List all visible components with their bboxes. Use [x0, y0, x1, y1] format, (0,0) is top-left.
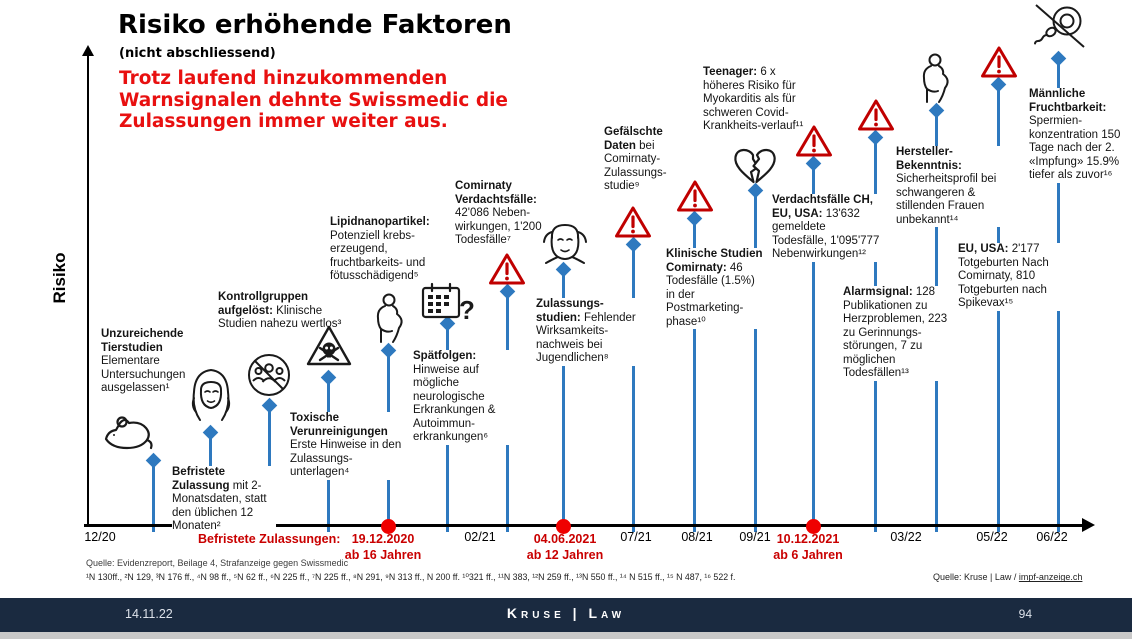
event-title: Unzureichende Tierstudien — [101, 328, 184, 354]
event-title: Comirnaty Verdachtsfälle: — [455, 180, 537, 206]
footer-page-number: 94 — [1018, 607, 1032, 621]
x-tick: 06/22 — [1036, 530, 1068, 544]
milestone-age: ab 6 Jahren — [773, 548, 843, 563]
event-body: Fehlender Wirksamkeits-nachweis bei Jugendlichen⁸ — [536, 311, 636, 365]
teen-face-icon — [537, 220, 593, 264]
event-title: Spätfolgen: — [413, 350, 477, 362]
source-right — [933, 572, 1082, 582]
milestone-3 — [773, 531, 842, 564]
footnotes: ¹N 130ff., ²N 129, ³N 176 ff., ⁴N 98 ff., ⁵N 62 ff., ⁶N 225 ff., ⁷N 225 ff., ⁸N 291, ⁹N 313 ff., N 200 ff. ¹⁰321 ff., ¹¹N 383, ¹²N 259 ff., ¹³N 550 ff., ¹⁴ N 515 ff., ¹⁵ N 487, ¹⁶ 522 f. — [86, 572, 736, 582]
x-tick: 08/21 — [681, 530, 713, 544]
milestone-date: 10.12.2021 — [776, 532, 840, 546]
event-stem — [152, 464, 155, 532]
event-title: Alarmsignal: — [843, 286, 913, 298]
event-title: Männliche Fruchtbarkeit: — [1029, 88, 1107, 114]
event-body: mit 2-Monatsdaten, statt den üblichen 12 Monaten² — [172, 479, 267, 533]
broken-heart-icon — [732, 146, 778, 186]
milestone-age: ab 12 Jahren — [526, 548, 604, 563]
event-marker-diamond — [145, 452, 161, 468]
calendar-question-icon — [420, 282, 476, 320]
milestones-label: Befristete Zulassungen: — [198, 532, 341, 546]
event-title: Befristete Zulassung — [172, 466, 230, 492]
event-title: Klinische Studien Comirnaty: — [666, 248, 763, 274]
warning-triangle-icon — [795, 124, 833, 158]
event-annotation — [172, 466, 276, 534]
event-annotation — [666, 248, 764, 329]
source-left: Quelle: Evidenzreport, Beilage 4, Strafanzeige gegen Swissmedic — [86, 558, 349, 568]
bottom-strip — [0, 632, 1132, 639]
warning-triangle-icon — [488, 252, 526, 286]
warning-statement: Trotz laufend hinzukommenden Warnsignalen dehnte Swissmedic die Zulassungen immer weiter aus. — [119, 68, 508, 133]
event-body: 6 x höheres Risiko für Myokarditis als für schweren Covid-Krankheits-verlauf¹¹ — [703, 66, 804, 133]
x-tick: 12/20 — [84, 530, 116, 544]
x-axis-arrow-icon — [1082, 518, 1095, 532]
y-axis-label: Risiko — [50, 252, 69, 304]
event-body: Hinweise auf mögliche neurologische Erkrankungen & Autoimmun-erkrankungen⁶ — [413, 363, 496, 444]
event-annotation — [896, 146, 1010, 227]
event-annotation — [290, 412, 410, 480]
event-body: 128 Publikationen zu Herzproblemen, 223 zu Gerinnungs-störungen, 7 zu möglichen Todesfällen¹³ — [843, 286, 948, 380]
warning-triangle-icon — [980, 45, 1018, 79]
x-tick: 03/22 — [890, 530, 922, 544]
milestone-1 — [345, 531, 421, 564]
warning-triangle-icon — [614, 205, 652, 239]
event-body: 46 Todesfälle (1.5%) in der Postmarketing-phase¹⁰ — [666, 261, 755, 328]
sperm-egg-crossed-icon — [1030, 2, 1088, 52]
source-right-link[interactable]: impf-anzeige.ch — [1018, 572, 1083, 582]
y-axis — [87, 56, 89, 525]
event-marker-diamond — [1050, 50, 1066, 66]
event-title: Verdachtsfälle CH, EU, USA: — [772, 194, 873, 220]
event-title: Kontrollgruppen aufgelöst: — [218, 291, 309, 317]
footer-date: 14.11.22 — [125, 607, 173, 621]
x-tick: 09/21 — [739, 530, 771, 544]
pregnant-woman-icon — [914, 52, 954, 106]
event-body: Erste Hinweise in den Zulassungs-unterlagen⁴ — [290, 439, 402, 479]
x-tick: 05/22 — [976, 530, 1008, 544]
warning-triangle-icon — [857, 98, 895, 132]
event-body: Sicherheitsprofil bei schwangeren & stillenden Frauen unbekannt¹⁴ — [896, 173, 997, 226]
event-body: Elementare Untersuchungen ausgelassen¹ — [101, 355, 186, 395]
event-title: Zulassungs-studien: — [536, 298, 604, 324]
event-annotation — [1029, 88, 1131, 183]
milestone-date: 19.12.2020 — [351, 532, 415, 546]
event-body: Spermien-konzentration 150 Tage nach der 2. «Impfung» 15.9% tiefer als zuvor¹⁶ — [1029, 115, 1121, 182]
event-marker-diamond — [202, 424, 218, 440]
event-body: 2'177 Totgeburten Nach Comirnaty, 810 Totgeburten nach Spikevax¹⁵ — [958, 243, 1049, 310]
pregnant-woman-icon — [368, 292, 408, 346]
event-title: Gefälschte Daten — [604, 126, 663, 152]
svg-text:?: ? — [459, 295, 475, 320]
event-annotation — [843, 286, 951, 381]
footer-bar — [0, 598, 1132, 632]
milestone-2 — [527, 531, 603, 564]
warning-triangle-icon — [676, 179, 714, 213]
event-title: EU, USA: — [958, 243, 1009, 255]
event-annotation — [536, 298, 636, 366]
event-stem — [754, 194, 757, 532]
page-title: Risiko erhöhende Faktoren — [118, 10, 512, 40]
event-stem — [632, 248, 635, 532]
event-body: 13'632 gemeldete Todesfälle, 1'095'777 Nebenwirkungen¹² — [772, 207, 880, 261]
x-tick: 02/21 — [464, 530, 496, 544]
event-title: Toxische Verunreinigungen — [290, 412, 388, 438]
event-annotation — [413, 350, 515, 445]
event-annotation — [772, 194, 882, 262]
event-annotation — [330, 216, 454, 284]
milestone-age: ab 16 Jahren — [344, 548, 422, 563]
milestone-date: 04.06.2021 — [533, 532, 597, 546]
page-subtitle: (nicht abschliessend) — [119, 46, 276, 61]
y-axis-arrow-icon — [82, 45, 94, 56]
source-right-prefix: Quelle: Kruse | Law / — [933, 572, 1019, 582]
event-body: 42'086 Neben-wirkungen, 1'200 Todesfälle⁷ — [455, 207, 542, 247]
event-marker-diamond — [320, 369, 336, 385]
event-title: Teenager: — [703, 66, 758, 78]
event-marker-diamond — [261, 397, 277, 413]
event-body: bei Comirnaty-Zulassungs-studie⁹ — [604, 139, 667, 193]
event-annotation — [958, 243, 1074, 311]
event-title: Lipidnanopartikel: — [330, 216, 430, 228]
toxic-warning-icon — [305, 324, 353, 368]
event-title: Hersteller-Bekenntnis: — [896, 146, 962, 172]
woman-face-icon — [188, 364, 234, 426]
x-tick: 07/21 — [620, 530, 652, 544]
event-body: Klinische Studien nahezu wertlos³ — [218, 304, 342, 331]
footer-brand: Kruse | Law — [506, 605, 626, 621]
event-body: Potenziell krebs-erzeugend, fruchtbarkeits- und fötusschädigend⁵ — [330, 229, 426, 283]
crossed-group-icon — [246, 352, 292, 398]
mouse-icon — [101, 410, 153, 454]
